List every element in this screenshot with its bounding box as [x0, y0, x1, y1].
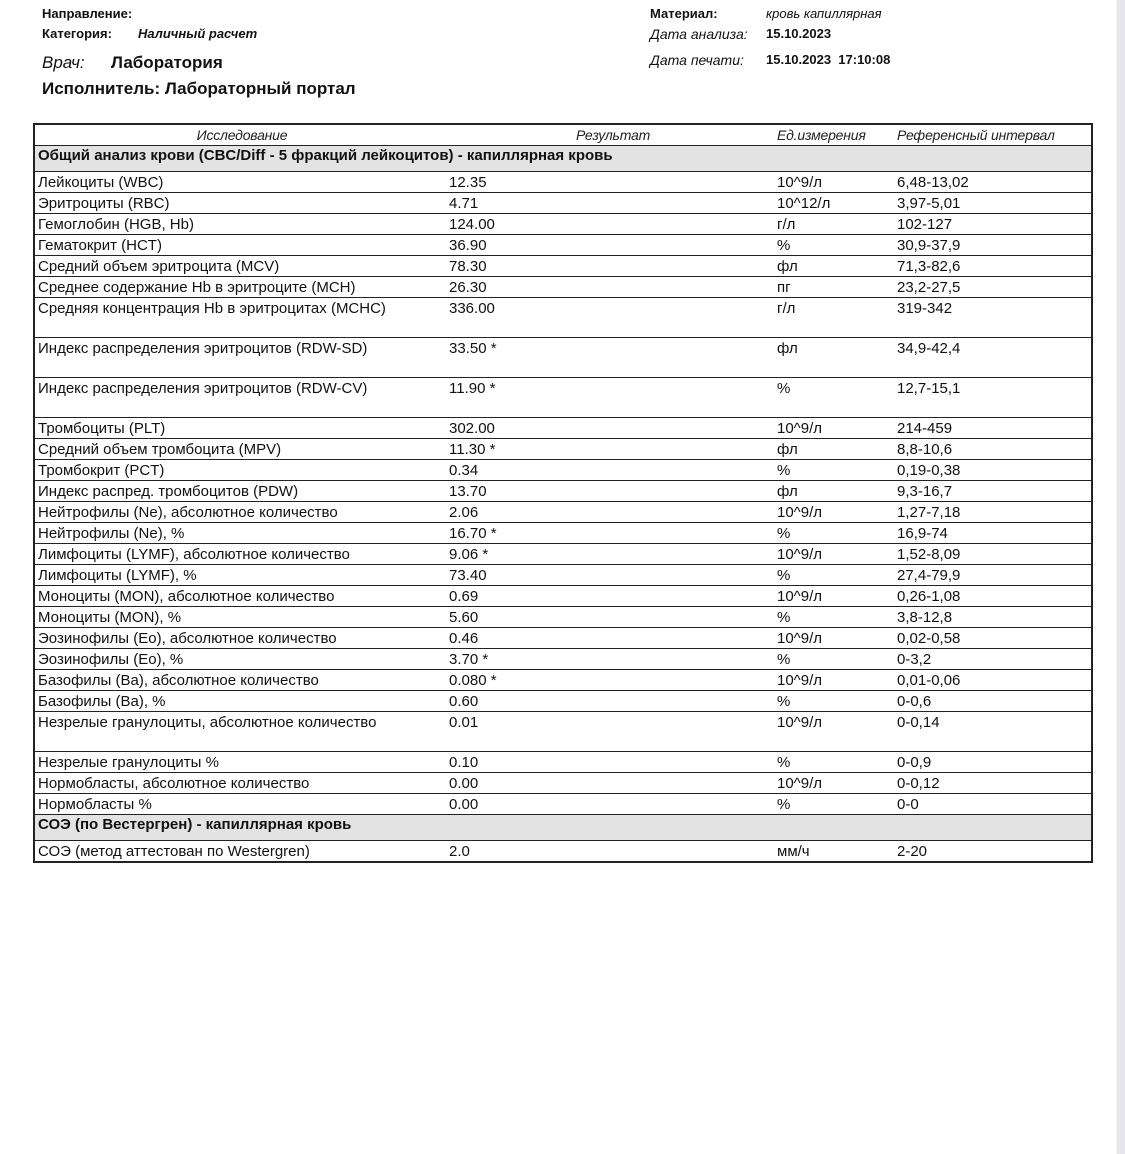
unit-cell: 10^9/л — [777, 628, 887, 649]
reference-cell: 0,26-1,08 — [887, 586, 1092, 607]
result-cell: 78.30 — [449, 256, 777, 277]
test-name-cell: Лимфоциты (LYMF), % — [34, 565, 449, 586]
result-cell: 9.06 * — [449, 544, 777, 565]
result-cell: 302.00 — [449, 418, 777, 439]
test-name-cell: Эритроциты (RBC) — [34, 193, 449, 214]
unit-cell: % — [777, 565, 887, 586]
result-cell: 0.00 — [449, 794, 777, 815]
unit-cell: 10^9/л — [777, 172, 887, 193]
doctor-label: Врач: — [42, 53, 85, 72]
unit-cell: % — [777, 649, 887, 670]
unit-cell: % — [777, 794, 887, 815]
result-cell: 5.60 — [449, 607, 777, 628]
table-row — [34, 418, 1092, 439]
column-header-test: Исследование — [34, 124, 449, 146]
test-name-cell: Незрелые гранулоциты % — [34, 752, 449, 773]
table-header-row — [34, 124, 1092, 146]
reference-cell: 1,27-7,18 — [887, 502, 1092, 523]
unit-cell: 10^12/л — [777, 193, 887, 214]
test-name-cell: Гемоглобин (HGB, Hb) — [34, 214, 449, 235]
executor: Исполнитель: Лабораторный портал — [42, 79, 356, 98]
viewer-scroll-gutter — [1116, 0, 1125, 1154]
table-row — [34, 773, 1092, 794]
print-date-value: 15.10.2023 17:10:08 — [766, 52, 891, 67]
test-name-cell: Эозинофилы (Eo), % — [34, 649, 449, 670]
result-cell: 2.06 — [449, 502, 777, 523]
reference-cell: 3,8-12,8 — [887, 607, 1092, 628]
unit-cell: % — [777, 607, 887, 628]
unit-cell: 10^9/л — [777, 586, 887, 607]
test-name-cell: Нормобласты, абсолютное количество — [34, 773, 449, 794]
reference-cell: 27,4-79,9 — [887, 565, 1092, 586]
table-row — [34, 649, 1092, 670]
test-name-cell: Индекс распределения эритроцитов (RDW-CV) — [34, 378, 449, 418]
reference-cell: 12,7-15,1 — [887, 378, 1092, 418]
result-cell: 124.00 — [449, 214, 777, 235]
test-name-cell: Нейтрофилы (Ne), % — [34, 523, 449, 544]
test-name-cell: Лимфоциты (LYMF), абсолютное количество — [34, 544, 449, 565]
table-row — [34, 691, 1092, 712]
table-row — [34, 439, 1092, 460]
unit-cell: 10^9/л — [777, 544, 887, 565]
test-name-cell: Средняя концентрация Hb в эритроцитах (MCHC) — [34, 298, 449, 338]
unit-cell: фл — [777, 439, 887, 460]
column-header-unit: Ед.измерения — [777, 124, 887, 146]
result-cell: 12.35 — [449, 172, 777, 193]
result-cell: 33.50 * — [449, 338, 777, 378]
section-header-row — [34, 815, 1092, 841]
reference-cell: 214-459 — [887, 418, 1092, 439]
unit-cell: % — [777, 235, 887, 256]
analysis-date-label: Дата анализа: — [650, 26, 748, 42]
test-name-cell: Моноциты (MON), абсолютное количество — [34, 586, 449, 607]
results-table — [33, 123, 1093, 863]
unit-cell: % — [777, 752, 887, 773]
table-row — [34, 607, 1092, 628]
unit-cell: фл — [777, 256, 887, 277]
result-cell: 0.34 — [449, 460, 777, 481]
reference-cell: 0,02-0,58 — [887, 628, 1092, 649]
column-header-result: Результат — [449, 124, 777, 146]
unit-cell: г/л — [777, 298, 887, 338]
reference-cell: 0,19-0,38 — [887, 460, 1092, 481]
reference-cell: 34,9-42,4 — [887, 338, 1092, 378]
reference-cell: 0-0,9 — [887, 752, 1092, 773]
table-row — [34, 460, 1092, 481]
unit-cell: пг — [777, 277, 887, 298]
reference-cell: 71,3-82,6 — [887, 256, 1092, 277]
test-name-cell: Среднее содержание Hb в эритроците (MCH) — [34, 277, 449, 298]
reference-cell: 16,9-74 — [887, 523, 1092, 544]
reference-cell: 1,52-8,09 — [887, 544, 1092, 565]
reference-cell: 319-342 — [887, 298, 1092, 338]
test-name-cell: Нейтрофилы (Ne), абсолютное количество — [34, 502, 449, 523]
unit-cell: 10^9/л — [777, 712, 887, 752]
test-name-cell: Средний объем тромбоцита (MPV) — [34, 439, 449, 460]
result-cell: 36.90 — [449, 235, 777, 256]
print-date-label: Дата печати: — [650, 52, 744, 68]
reference-cell: 0-3,2 — [887, 649, 1092, 670]
test-name-cell: Базофилы (Ba), % — [34, 691, 449, 712]
test-name-cell: СОЭ (метод аттестован по Westergren) — [34, 841, 449, 863]
unit-cell: 10^9/л — [777, 773, 887, 794]
unit-cell: 10^9/л — [777, 418, 887, 439]
table-row — [34, 794, 1092, 815]
table-row — [34, 256, 1092, 277]
doctor-value: Лаборатория — [111, 53, 223, 72]
reference-cell: 0-0,12 — [887, 773, 1092, 794]
test-name-cell: Эозинофилы (Eo), абсолютное количество — [34, 628, 449, 649]
category-value: Наличный расчет — [138, 26, 258, 41]
unit-cell: г/л — [777, 214, 887, 235]
test-name-cell: Индекс распред. тромбоцитов (PDW) — [34, 481, 449, 502]
table-row — [34, 544, 1092, 565]
unit-cell: фл — [777, 481, 887, 502]
result-cell: 3.70 * — [449, 649, 777, 670]
result-cell: 0.10 — [449, 752, 777, 773]
unit-cell: 10^9/л — [777, 502, 887, 523]
reference-cell: 9,3-16,7 — [887, 481, 1092, 502]
table-row — [34, 338, 1092, 378]
unit-cell: % — [777, 523, 887, 544]
table-row — [34, 523, 1092, 544]
test-name-cell: Незрелые гранулоциты, абсолютное количество — [34, 712, 449, 752]
test-name-cell: Моноциты (MON), % — [34, 607, 449, 628]
reference-cell: 30,9-37,9 — [887, 235, 1092, 256]
result-cell: 0.60 — [449, 691, 777, 712]
test-name-cell: Базофилы (Ba), абсолютное количество — [34, 670, 449, 691]
table-row — [34, 712, 1092, 752]
result-cell: 0.69 — [449, 586, 777, 607]
result-cell: 0.080 * — [449, 670, 777, 691]
reference-cell: 8,8-10,6 — [887, 439, 1092, 460]
table-row — [34, 193, 1092, 214]
table-row — [34, 565, 1092, 586]
category-label: Категория: — [42, 26, 112, 41]
table-row — [34, 586, 1092, 607]
result-cell: 0.00 — [449, 773, 777, 794]
reference-cell: 102-127 — [887, 214, 1092, 235]
result-cell: 0.46 — [449, 628, 777, 649]
table-row — [34, 628, 1092, 649]
reference-cell: 2-20 — [887, 841, 1092, 863]
reference-cell: 23,2-27,5 — [887, 277, 1092, 298]
test-name-cell: Тромбоциты (PLT) — [34, 418, 449, 439]
section-title: Общий анализ крови (CBC/Diff - 5 фракций лейкоцитов) - капиллярная кровь — [34, 146, 1092, 172]
test-name-cell: Средний объем эритроцита (MCV) — [34, 256, 449, 277]
unit-cell: % — [777, 378, 887, 418]
section-title: СОЭ (по Вестергрен) - капиллярная кровь — [34, 815, 1092, 841]
table-row — [34, 502, 1092, 523]
analysis-date-value: 15.10.2023 — [766, 26, 832, 41]
direction-label: Направление: — [42, 6, 133, 21]
unit-cell: 10^9/л — [777, 670, 887, 691]
table-row — [34, 172, 1092, 193]
reference-cell: 6,48-13,02 — [887, 172, 1092, 193]
unit-cell: % — [777, 691, 887, 712]
test-name-cell: Лейкоциты (WBC) — [34, 172, 449, 193]
result-cell: 13.70 — [449, 481, 777, 502]
reference-cell: 0-0,6 — [887, 691, 1092, 712]
result-cell: 16.70 * — [449, 523, 777, 544]
results-table-body — [34, 146, 1092, 863]
section-header-row — [34, 146, 1092, 172]
table-row — [34, 298, 1092, 338]
test-name-cell: Тромбокрит (PCT) — [34, 460, 449, 481]
table-row — [34, 378, 1092, 418]
table-row — [34, 841, 1092, 863]
table-row — [34, 670, 1092, 691]
material-value: кровь капиллярная — [766, 6, 882, 21]
test-name-cell: Индекс распределения эритроцитов (RDW-SD) — [34, 338, 449, 378]
table-row — [34, 277, 1092, 298]
result-cell: 73.40 — [449, 565, 777, 586]
table-row — [34, 214, 1092, 235]
result-cell: 4.71 — [449, 193, 777, 214]
column-header-reference: Референсный интервал — [887, 124, 1092, 146]
result-cell: 336.00 — [449, 298, 777, 338]
result-cell: 11.30 * — [449, 439, 777, 460]
table-row — [34, 235, 1092, 256]
reference-cell: 0-0 — [887, 794, 1092, 815]
test-name-cell: Гематокрит (HCT) — [34, 235, 449, 256]
result-cell: 2.0 — [449, 841, 777, 863]
result-cell: 11.90 * — [449, 378, 777, 418]
result-cell: 0.01 — [449, 712, 777, 752]
unit-cell: фл — [777, 338, 887, 378]
test-name-cell: Нормобласты % — [34, 794, 449, 815]
reference-cell: 0,01-0,06 — [887, 670, 1092, 691]
result-cell: 26.30 — [449, 277, 777, 298]
table-row — [34, 481, 1092, 502]
reference-cell: 3,97-5,01 — [887, 193, 1092, 214]
reference-cell: 0-0,14 — [887, 712, 1092, 752]
material-label: Материал: — [650, 6, 718, 21]
unit-cell: % — [777, 460, 887, 481]
unit-cell: мм/ч — [777, 841, 887, 863]
table-row — [34, 752, 1092, 773]
